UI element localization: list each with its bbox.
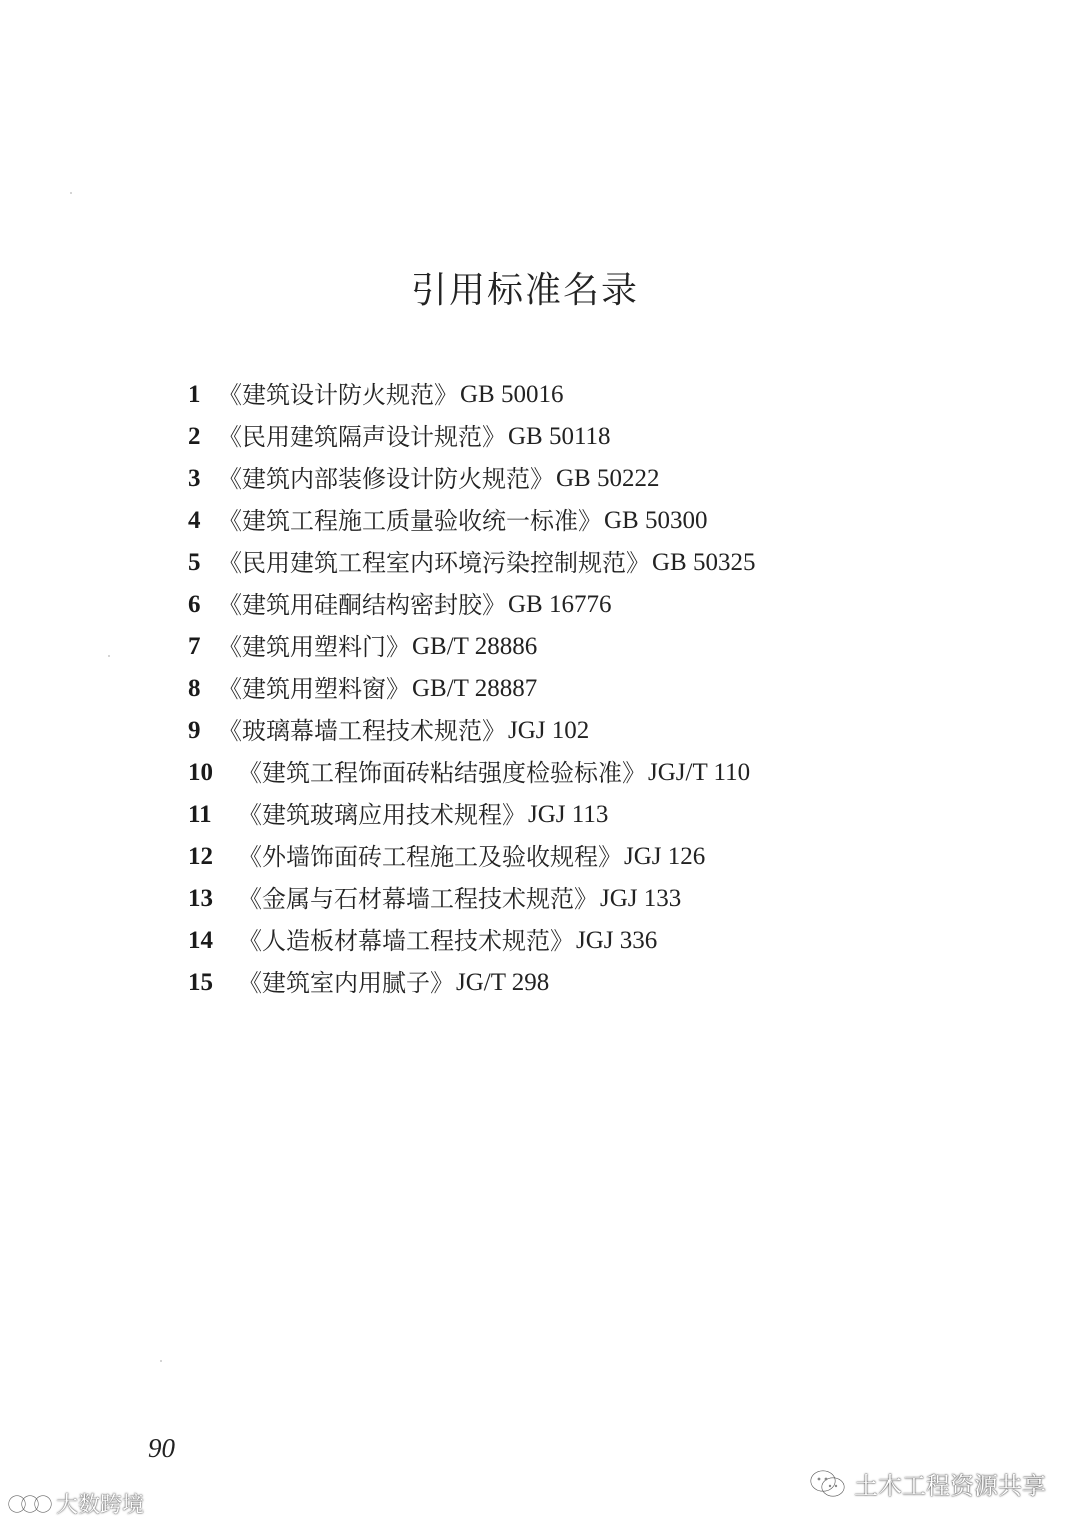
standard-code: JGJ 133 xyxy=(600,885,682,912)
standard-code: GB 16776 xyxy=(508,591,612,618)
scan-speck xyxy=(70,192,72,194)
standard-code: JGJ 126 xyxy=(624,843,706,870)
item-number: 7 xyxy=(188,633,201,660)
list-item xyxy=(188,920,755,962)
list-item xyxy=(188,626,755,668)
item-number: 11 xyxy=(188,801,212,828)
item-number: 4 xyxy=(188,507,201,534)
standard-title: 《建筑用塑料窗》 xyxy=(218,675,410,703)
standard-title: 《建筑玻璃应用技术规程》 xyxy=(238,801,526,829)
standard-title: 《金属与石材幕墙工程技术规范》 xyxy=(238,885,598,913)
list-item xyxy=(188,500,755,542)
standard-code: GB 50222 xyxy=(556,465,660,492)
list-item xyxy=(188,836,755,878)
list-item xyxy=(188,416,755,458)
standard-code: GB/T 28886 xyxy=(412,633,538,660)
standard-code: GB 50016 xyxy=(460,381,564,408)
list-item xyxy=(188,458,755,500)
standard-title: 《建筑用塑料门》 xyxy=(218,633,410,661)
standard-title: 《人造板材幕墙工程技术规范》 xyxy=(238,927,574,955)
scan-speck xyxy=(108,655,110,657)
standard-title: 《建筑内部装修设计防火规范》 xyxy=(218,465,554,493)
watermark-right-text: 土木工程资源共享 xyxy=(854,1472,1046,1500)
standard-code: JGJ 102 xyxy=(508,717,590,744)
item-number: 13 xyxy=(188,885,213,912)
item-number: 14 xyxy=(188,927,213,954)
item-number: 12 xyxy=(188,843,213,870)
item-number: 3 xyxy=(188,465,201,492)
list-item xyxy=(188,542,755,584)
standard-title: 《建筑设计防火规范》 xyxy=(218,381,458,409)
standard-title: 《玻璃幕墙工程技术规范》 xyxy=(218,717,506,745)
page-title: 引用标准名录 xyxy=(410,270,639,311)
reference-list xyxy=(188,374,755,1004)
standard-code: GB 50325 xyxy=(652,549,756,576)
standard-title: 《民用建筑工程室内环境污染控制规范》 xyxy=(218,549,650,577)
item-number: 15 xyxy=(188,969,213,996)
standard-title: 《建筑工程施工质量验收统一标准》 xyxy=(218,507,602,535)
standard-code: GB/T 28887 xyxy=(412,675,538,702)
item-number: 10 xyxy=(188,759,213,786)
list-item xyxy=(188,794,755,836)
watermark-left-text: 大数跨境 xyxy=(56,1493,145,1518)
item-number: 8 xyxy=(188,675,201,702)
item-number: 1 xyxy=(188,381,201,408)
standard-code: JG/T 298 xyxy=(456,969,550,996)
watermark-left xyxy=(8,1488,144,1519)
list-item xyxy=(188,710,755,752)
standard-code: GB 50118 xyxy=(508,423,611,450)
item-number: 2 xyxy=(188,423,201,450)
list-item xyxy=(188,374,755,416)
scan-speck xyxy=(160,1360,162,1362)
wechat-icon xyxy=(810,1469,846,1499)
list-item xyxy=(188,878,755,920)
standard-title: 《建筑用硅酮结构密封胶》 xyxy=(218,591,506,619)
page-number: 90 xyxy=(148,1433,175,1463)
standard-title: 《外墙饰面砖工程施工及验收规程》 xyxy=(238,843,622,871)
standard-code: JGJ/T 110 xyxy=(648,759,751,786)
item-number: 9 xyxy=(188,717,201,744)
watermark-right xyxy=(810,1466,1046,1501)
list-item xyxy=(188,962,755,1004)
list-item xyxy=(188,584,755,626)
standard-title: 《建筑室内用腻子》 xyxy=(238,969,454,997)
standard-code: GB 50300 xyxy=(604,507,708,534)
dashuju-logo-icon xyxy=(8,1491,52,1517)
list-item xyxy=(188,668,755,710)
list-item xyxy=(188,752,755,794)
standard-title: 《民用建筑隔声设计规范》 xyxy=(218,423,506,451)
standard-title: 《建筑工程饰面砖粘结强度检验标准》 xyxy=(238,759,646,787)
item-number: 6 xyxy=(188,591,201,618)
standard-code: JGJ 113 xyxy=(528,801,609,828)
item-number: 5 xyxy=(188,549,201,576)
standard-code: JGJ 336 xyxy=(576,927,658,954)
